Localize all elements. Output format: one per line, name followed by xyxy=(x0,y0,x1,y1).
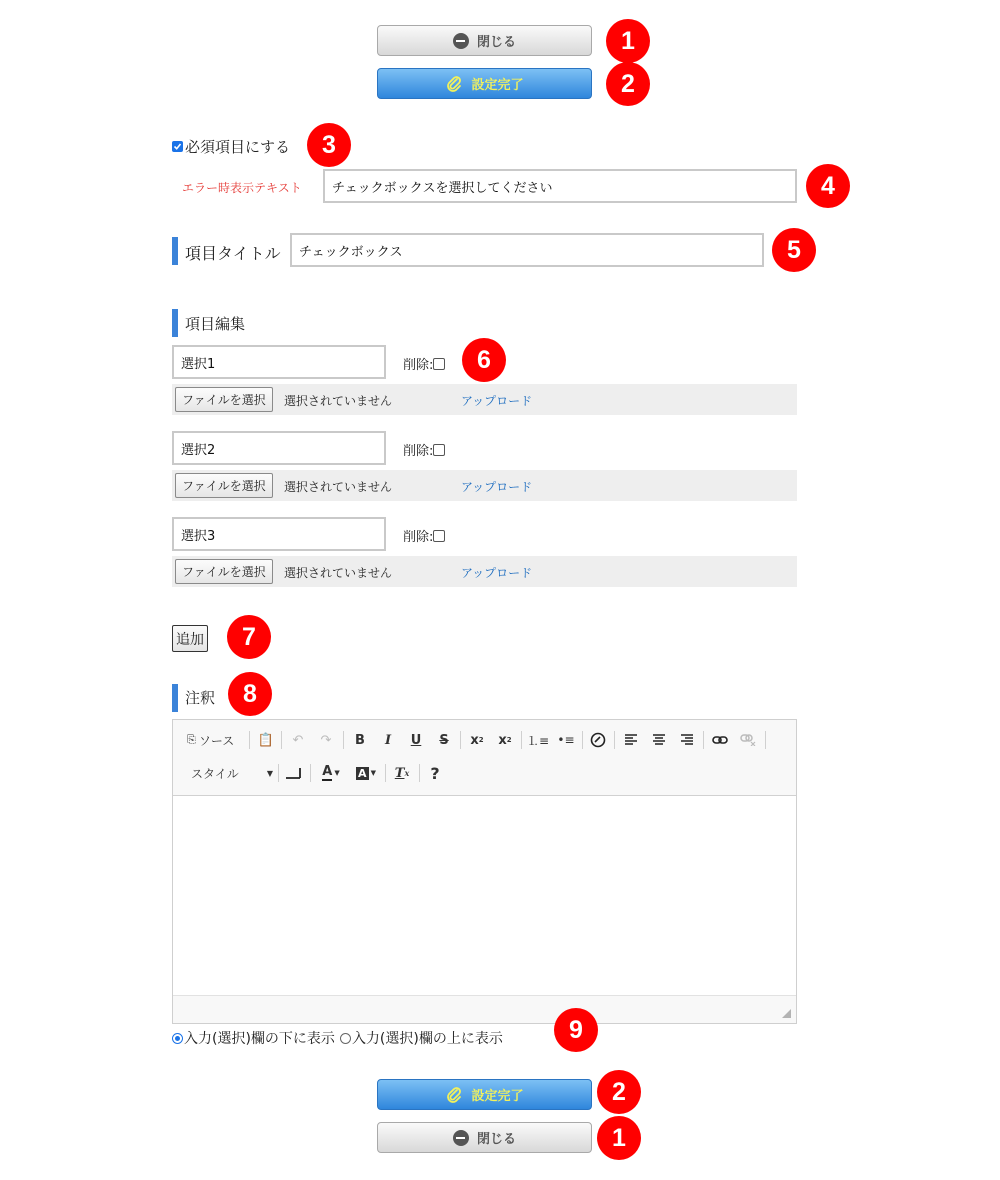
delete-label: 削除: xyxy=(403,444,434,459)
align-center-icon[interactable] xyxy=(650,730,668,750)
subscript-icon[interactable]: x 2 xyxy=(470,732,484,748)
paste-icon[interactable]: 📋 xyxy=(257,732,275,748)
error-text-input[interactable] xyxy=(323,169,797,203)
source-label: ソース xyxy=(198,733,235,748)
align-left-icon[interactable] xyxy=(622,730,640,750)
close-button-label: 閉じる xyxy=(476,35,516,50)
special-char-icon[interactable] xyxy=(589,730,607,750)
badge-1-top: 1 xyxy=(606,19,650,63)
option-3-file-row xyxy=(172,556,797,587)
toolbar-separator xyxy=(460,731,461,749)
style-label: スタイル xyxy=(191,766,239,781)
superscript-icon[interactable]: x 2 xyxy=(498,732,512,748)
delete-label: 削除: xyxy=(403,358,434,373)
undo-icon[interactable]: ↶ xyxy=(292,732,304,748)
toolbar-separator xyxy=(249,731,250,749)
remove-format-icon[interactable]: T x xyxy=(394,765,410,781)
align-right-icon[interactable] xyxy=(678,730,696,750)
underline-icon[interactable]: U xyxy=(410,732,422,748)
done-button-bottom[interactable] xyxy=(377,1079,592,1110)
text-color-icon[interactable]: A ▼ xyxy=(322,764,340,779)
section-bar-title xyxy=(172,237,178,265)
badge-2-top: 2 xyxy=(606,62,650,106)
option-1-input[interactable] xyxy=(172,345,386,379)
link-icon[interactable] xyxy=(711,730,729,750)
error-text-label: エラー時表示テキスト xyxy=(182,181,302,195)
close-button-label: 閉じる xyxy=(476,1132,516,1147)
dropdown-arrow-icon: ▼ xyxy=(266,768,273,778)
toolbar-separator xyxy=(521,731,522,749)
minus-circle-icon xyxy=(453,1130,469,1146)
radio-below-label[interactable]: 入力(選択)欄の下に表示 xyxy=(184,1031,335,1047)
file-select-button[interactable]: ファイルを選択 xyxy=(175,387,273,412)
style-dropdown[interactable] xyxy=(191,763,273,783)
done-button-top[interactable] xyxy=(377,68,592,99)
toolbar-separator xyxy=(419,764,420,782)
badge-7: 7 xyxy=(227,615,271,659)
badge-1-bottom: 1 xyxy=(597,1116,641,1160)
add-button[interactable]: 追加 xyxy=(172,625,208,652)
note-label: 注釈 xyxy=(185,689,216,707)
editor-status-bar xyxy=(173,995,796,1023)
option-3-delete[interactable] xyxy=(403,526,445,545)
done-button-label: 設定完了 xyxy=(471,1089,524,1104)
item-edit-label: 項目編集 xyxy=(185,315,246,333)
option-1-delete[interactable] xyxy=(403,354,445,373)
upload-link[interactable]: アップロード xyxy=(461,566,533,580)
section-bar-note xyxy=(172,684,178,712)
horizontal-rule-icon[interactable] xyxy=(284,763,302,783)
toolbar-separator xyxy=(281,731,282,749)
source-icon: ⎘ xyxy=(187,733,196,746)
paperclip-icon xyxy=(445,1086,463,1104)
required-checkbox-label: 必須項目にする xyxy=(185,138,291,156)
toolbar-separator xyxy=(343,731,344,749)
redo-icon[interactable]: ↷ xyxy=(320,732,332,748)
toolbar-separator xyxy=(278,764,279,782)
required-checkbox[interactable] xyxy=(172,141,183,152)
file-select-button[interactable]: ファイルを選択 xyxy=(175,559,273,584)
item-title-input[interactable] xyxy=(290,233,764,267)
file-status: 選択されていません xyxy=(284,394,393,408)
toolbar-separator xyxy=(614,731,615,749)
option-3-input[interactable] xyxy=(172,517,386,551)
strikethrough-icon[interactable]: S xyxy=(439,732,449,748)
radio-below[interactable] xyxy=(172,1033,183,1044)
required-checkbox-row[interactable] xyxy=(172,136,290,157)
upload-link[interactable]: アップロード xyxy=(461,480,533,494)
file-select-button[interactable]: ファイルを選択 xyxy=(175,473,273,498)
editor-content-area[interactable] xyxy=(173,796,796,996)
toolbar-separator xyxy=(310,764,311,782)
toolbar-separator xyxy=(765,731,766,749)
upload-link[interactable]: アップロード xyxy=(461,394,533,408)
resize-handle-icon[interactable] xyxy=(782,1009,791,1018)
bold-icon[interactable]: B xyxy=(355,732,365,748)
close-button-top[interactable] xyxy=(377,25,592,56)
option-1-file-row xyxy=(172,384,797,415)
radio-above[interactable] xyxy=(340,1033,351,1044)
toolbar-separator xyxy=(703,731,704,749)
editor-toolbar xyxy=(173,720,796,796)
unlink-icon[interactable] xyxy=(739,730,757,750)
delete-checkbox[interactable] xyxy=(433,530,445,542)
badge-6: 6 xyxy=(462,338,506,382)
done-button-label: 設定完了 xyxy=(471,78,524,93)
paperclip-icon xyxy=(445,75,463,93)
delete-label: 削除: xyxy=(403,530,434,545)
italic-icon[interactable]: I xyxy=(384,732,392,748)
delete-checkbox[interactable] xyxy=(433,444,445,456)
minus-circle-icon xyxy=(453,33,469,49)
toolbar-separator xyxy=(385,764,386,782)
bg-color-icon[interactable]: A ▼ xyxy=(358,766,376,780)
radio-above-label[interactable]: 入力(選択)欄の上に表示 xyxy=(351,1031,503,1047)
file-status: 選択されていません xyxy=(284,480,393,494)
option-2-delete[interactable] xyxy=(403,440,445,459)
delete-checkbox[interactable] xyxy=(433,358,445,370)
option-2-file-row xyxy=(172,470,797,501)
bulleted-list-icon[interactable]: •≡ xyxy=(557,733,575,747)
badge-5: 5 xyxy=(772,228,816,272)
toolbar-separator xyxy=(582,731,583,749)
badge-4: 4 xyxy=(806,164,850,208)
option-2-input[interactable] xyxy=(172,431,386,465)
display-position-options xyxy=(172,1028,503,1048)
item-title-label: 項目タイトル xyxy=(185,244,281,263)
section-bar-edit xyxy=(172,309,178,337)
rich-text-editor xyxy=(172,719,797,1024)
close-button-bottom[interactable] xyxy=(377,1122,592,1153)
badge-3: 3 xyxy=(307,123,351,167)
badge-2-bottom: 2 xyxy=(597,1070,641,1114)
source-button[interactable] xyxy=(187,730,234,750)
file-status: 選択されていません xyxy=(284,566,393,580)
help-icon[interactable]: ? xyxy=(430,763,440,783)
badge-9: 9 xyxy=(554,1008,598,1052)
badge-8: 8 xyxy=(228,672,272,716)
numbered-list-icon[interactable]: ⒈≡ xyxy=(526,733,550,748)
